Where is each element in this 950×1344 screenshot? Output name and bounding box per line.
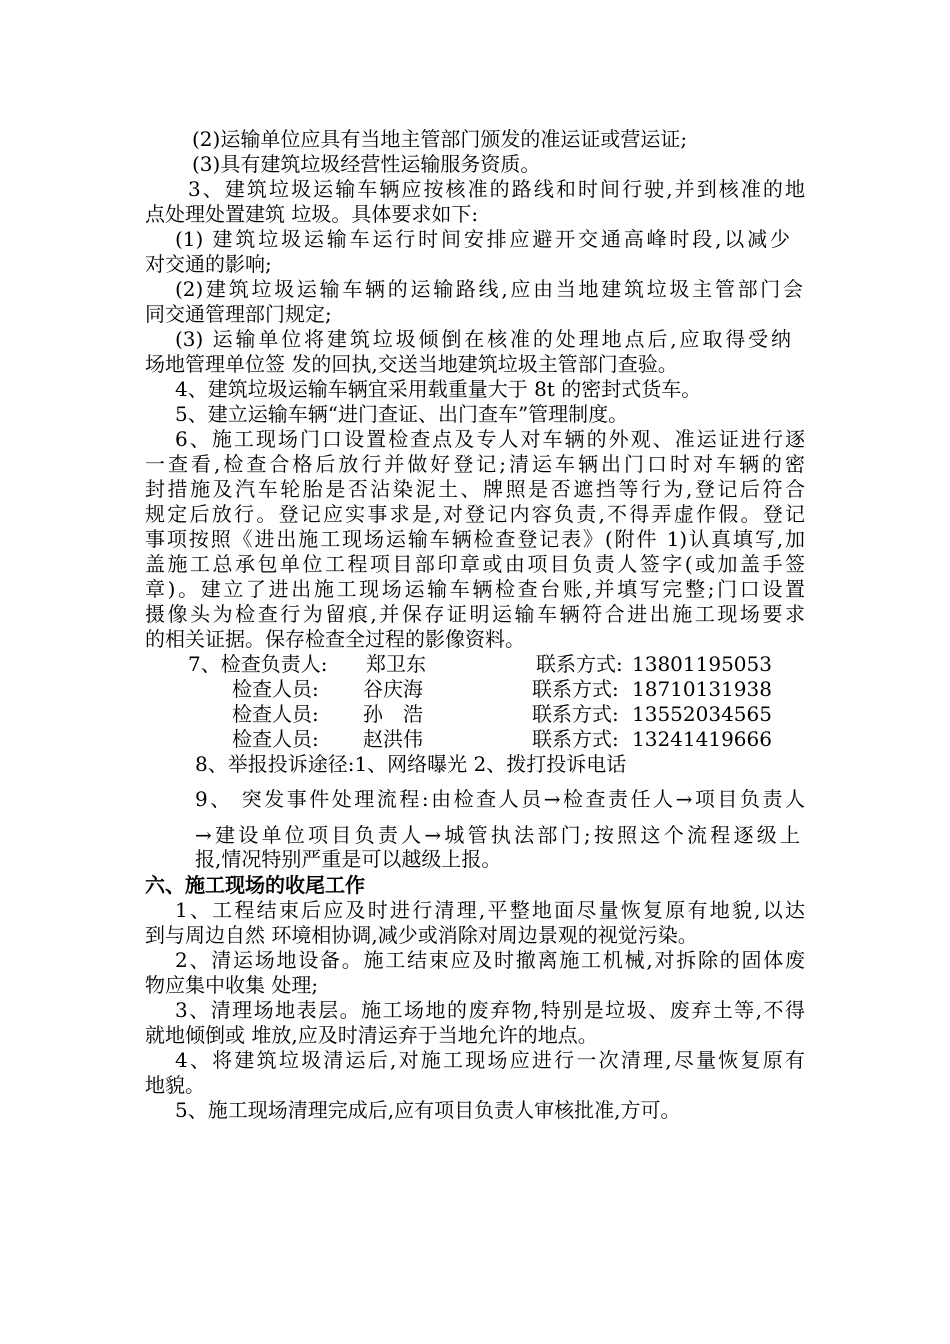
text-line: (1) 建筑垃圾运输车运行时间安排应避开交通高峰时段,以减少: [175, 227, 790, 251]
text-line: 物应集中收集 处理;: [145, 973, 319, 997]
text-line: 就地倾倒或 堆放,应及时清运弃于当地允许的地点。: [145, 1023, 598, 1047]
contact-label: 联系方式:: [532, 677, 619, 701]
text-line: 摄像头为检查行为留痕,并保存证明运输车辆符合进出施工现场要求: [145, 602, 805, 626]
text-line: (2)建筑垃圾运输车辆的运输路线,应由当地建筑垃圾主管部门会: [175, 277, 803, 301]
text-line: 点处理处置建筑 垃圾。具体要求如下:: [145, 202, 479, 226]
text-line: 8、举报投诉途径:1、网络曝光 2、拨打投诉电话: [195, 752, 627, 776]
text-line: 规定后放行。登记应实事求是,对登记内容负责,不得弄虚作假。登记: [145, 502, 805, 526]
contact-role: 7、检查负责人:: [188, 652, 328, 676]
text-line: 报,情况特别严重是可以越级上报。: [195, 847, 502, 871]
contact-role: 检查人员:: [232, 727, 319, 751]
text-line: 到与周边自然 环境相协调,减少或消除对周边景观的视觉污染。: [145, 923, 698, 947]
text-line: 章)。建立了进出施工现场运输车辆检查台账,并填写完整;门口设置: [145, 577, 805, 601]
contact-name: 赵洪伟: [363, 727, 423, 751]
contact-phone: 13552034565: [632, 702, 772, 726]
text-line: 封措施及汽车轮胎是否沾染泥土、牌照是否遮挡等行为,登记后符合: [145, 477, 805, 501]
text-line: 事项按照《进出施工现场运输车辆检查登记表》(附件 1)认真填写,加: [145, 527, 805, 551]
text-line: 5、施工现场清理完成后,应有项目负责人审核批准,方可。: [175, 1098, 681, 1122]
contact-label: 联系方式:: [532, 702, 619, 726]
text-line: 5、建立运输车辆“进门查证、出门查车”管理制度。: [175, 402, 629, 426]
text-line: 1、工程结束后应及时进行清理,平整地面尽量恢复原有地貌,以达: [175, 898, 805, 922]
contact-label: 联系方式:: [536, 652, 623, 676]
text-line: 6、施工现场门口设置检查点及专人对车辆的外观、准运证进行逐: [175, 427, 805, 451]
contact-label: 联系方式:: [532, 727, 619, 751]
section-heading: 六、施工现场的收尾工作: [145, 873, 365, 897]
text-line: 3、建筑垃圾运输车辆应按核准的路线和时间行驶,并到核准的地: [188, 177, 805, 201]
contact-name: 谷庆海: [363, 677, 423, 701]
text-line: →建设单位项目负责人→城管执法部门;按照这个流程逐级上: [195, 823, 800, 847]
text-line: 场地管理单位签 发的回执,交送当地建筑垃圾主管部门查验。: [145, 352, 678, 376]
text-line: 4、建筑垃圾运输车辆宜采用载重量大于 8t 的密封式货车。: [175, 377, 702, 401]
contact-name: 孙 浩: [363, 702, 423, 726]
contact-name: 郑卫东: [366, 652, 426, 676]
contact-role: 检查人员:: [232, 677, 319, 701]
text-line: 盖施工总承包单位工程项目部印章或由项目负责人签字(或加盖手签: [145, 552, 805, 576]
text-line: 2、清运场地设备。施工结束应及时撤离施工机械,对拆除的固体废: [175, 948, 805, 972]
contact-phone: 13241419666: [632, 727, 772, 751]
text-line: 地貌。: [145, 1073, 205, 1097]
text-line: 的相关证据。保存检查全过程的影像资料。: [145, 627, 525, 651]
text-line: (3)具有建筑垃圾经营性运输服务资质。: [192, 152, 541, 176]
text-line: (3) 运输单位将建筑垃圾倾倒在核准的处理地点后,应取得受纳: [175, 327, 791, 351]
text-line: 对交通的影响;: [145, 252, 272, 276]
text-line: 9、 突发事件处理流程:由检查人员→检查责任人→项目负责人: [195, 787, 805, 811]
text-line: 4、将建筑垃圾清运后,对施工现场应进行一次清理,尽量恢复原有: [175, 1048, 805, 1072]
text-line: 同交通管理部门规定;: [145, 302, 332, 326]
contact-phone: 13801195053: [632, 652, 772, 676]
contact-phone: 18710131938: [632, 677, 772, 701]
contact-role: 检查人员:: [232, 702, 319, 726]
text-line: 3、清理场地表层。施工场地的废弃物,特别是垃圾、废弃土等,不得: [175, 998, 805, 1022]
text-line: 一查看,检查合格后放行并做好登记;清运车辆出门口时对车辆的密: [145, 452, 805, 476]
text-line: (2)运输单位应具有当地主管部门颁发的准运证或营运证;: [192, 127, 688, 151]
